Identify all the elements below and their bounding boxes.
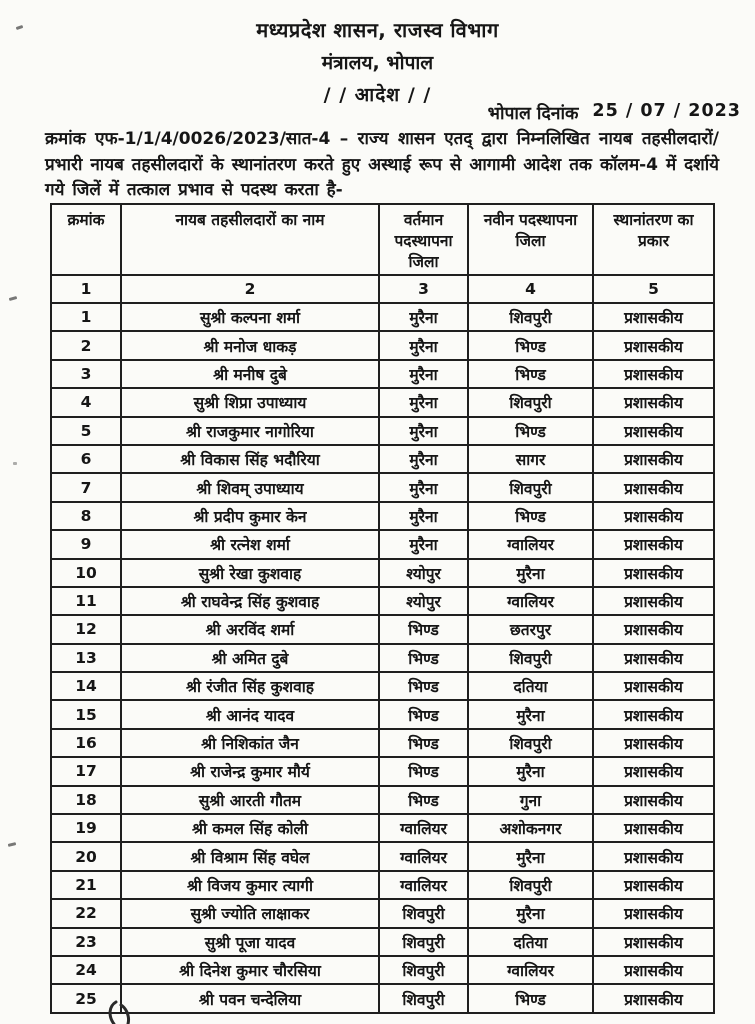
- cell-transfer-type: प्रशासकीय: [593, 388, 714, 416]
- cell-name: श्री मनीष दुबे: [121, 360, 379, 388]
- table-row: [51, 473, 714, 501]
- cell-sno: 18: [51, 786, 121, 814]
- table-row: [51, 757, 714, 785]
- table-row: [51, 871, 714, 899]
- cell-sno: 17: [51, 757, 121, 785]
- cell-transfer-type: प्रशासकीय: [593, 899, 714, 927]
- cell-sno: 24: [51, 956, 121, 984]
- table-row: [51, 530, 714, 558]
- cell-current-district: भिण्ड: [379, 729, 468, 757]
- cell-sno: 21: [51, 871, 121, 899]
- cell-sno: 7: [51, 473, 121, 501]
- column-number: 2: [121, 275, 379, 303]
- cell-transfer-type: प्रशासकीय: [593, 956, 714, 984]
- cell-new-district: भिण्ड: [468, 502, 593, 530]
- cell-current-district: मुरैना: [379, 331, 468, 359]
- column-number: 3: [379, 275, 468, 303]
- cell-name: सुश्री रेखा कुशवाह: [121, 559, 379, 587]
- cell-transfer-type: प्रशासकीय: [593, 700, 714, 728]
- cell-current-district: शिवपुरी: [379, 899, 468, 927]
- cell-name: श्री राजकुमार नागोरिया: [121, 417, 379, 445]
- cell-transfer-type: प्रशासकीय: [593, 303, 714, 331]
- cell-current-district: मुरैना: [379, 445, 468, 473]
- cell-transfer-type: प्रशासकीय: [593, 559, 714, 587]
- cell-new-district: गुना: [468, 786, 593, 814]
- cell-current-district: भिण्ड: [379, 644, 468, 672]
- scan-artifact: [9, 296, 18, 301]
- cell-transfer-type: प्रशासकीय: [593, 502, 714, 530]
- cell-new-district: मुरैना: [468, 842, 593, 870]
- cell-name: श्री प्रदीप कुमार केन: [121, 502, 379, 530]
- cell-transfer-type: प्रशासकीय: [593, 417, 714, 445]
- ministry-line: मंत्रालय, भोपाल: [321, 52, 434, 74]
- cell-new-district: मुरैना: [468, 757, 593, 785]
- cell-sno: 20: [51, 842, 121, 870]
- table-row: [51, 899, 714, 927]
- document-header: [0, 0, 755, 107]
- cell-transfer-type: प्रशासकीय: [593, 672, 714, 700]
- cell-new-district: ग्वालियर: [468, 587, 593, 615]
- cell-new-district: ग्वालियर: [468, 530, 593, 558]
- cell-sno: 10: [51, 559, 121, 587]
- cell-name: श्री मनोज धाकड़: [121, 331, 379, 359]
- cell-new-district: भिण्ड: [468, 360, 593, 388]
- cell-new-district: शिवपुरी: [468, 729, 593, 757]
- cell-new-district: मुरैना: [468, 559, 593, 587]
- cell-current-district: भिण्ड: [379, 786, 468, 814]
- cell-sno: 25: [51, 984, 121, 1012]
- cell-sno: 4: [51, 388, 121, 416]
- cell-transfer-type: प्रशासकीय: [593, 814, 714, 842]
- table-row: [51, 587, 714, 615]
- cell-transfer-type: प्रशासकीय: [593, 445, 714, 473]
- cell-name: श्री शिवम् उपाध्याय: [121, 473, 379, 501]
- cell-name: श्री विश्राम सिंह वघेल: [121, 842, 379, 870]
- cell-new-district: छतरपुर: [468, 615, 593, 643]
- table-row: [51, 615, 714, 643]
- cell-sno: 6: [51, 445, 121, 473]
- cell-name: श्री निशिकांत जैन: [121, 729, 379, 757]
- cell-transfer-type: प्रशासकीय: [593, 786, 714, 814]
- scan-artifact: [8, 842, 16, 847]
- place-date-label: भोपाल दिनांक: [487, 104, 579, 124]
- column-number: 5: [593, 275, 714, 303]
- table-row: [51, 842, 714, 870]
- cell-name: श्री अमित दुबे: [121, 644, 379, 672]
- signature-stroke-fragment: [92, 1000, 152, 1024]
- table-row: [51, 417, 714, 445]
- cell-new-district: शिवपुरी: [468, 473, 593, 501]
- table-row: [51, 700, 714, 728]
- table-row: [51, 814, 714, 842]
- cell-current-district: मुरैना: [379, 388, 468, 416]
- cell-new-district: दतिया: [468, 928, 593, 956]
- cell-name: सुश्री पूजा यादव: [121, 928, 379, 956]
- cell-name: श्री विकास सिंह भदौरिया: [121, 445, 379, 473]
- cell-sno: 5: [51, 417, 121, 445]
- table-row: [51, 303, 714, 331]
- cell-sno: 12: [51, 615, 121, 643]
- table-row: [51, 559, 714, 587]
- table-body: [51, 303, 714, 1013]
- table-row: [51, 672, 714, 700]
- cell-sno: 11: [51, 587, 121, 615]
- col-header-new-district: नवीन पदस्थापना जिला: [468, 204, 593, 275]
- col-header-transfer-type: स्थानांतरण का प्रकार: [593, 204, 714, 275]
- col-header-sno: क्रमांक: [51, 204, 121, 275]
- cell-sno: 1: [51, 303, 121, 331]
- table-row: [51, 331, 714, 359]
- cell-name: श्री दिनेश कुमार चौरसिया: [121, 956, 379, 984]
- cell-transfer-type: प्रशासकीय: [593, 473, 714, 501]
- column-number: 1: [51, 275, 121, 303]
- cell-name: श्री रत्नेश शर्मा: [121, 530, 379, 558]
- cell-sno: 2: [51, 331, 121, 359]
- cell-new-district: दतिया: [468, 672, 593, 700]
- cell-transfer-type: प्रशासकीय: [593, 871, 714, 899]
- cell-name: श्री अरविंद शर्मा: [121, 615, 379, 643]
- order-heading: / / आदेश / /: [323, 84, 432, 106]
- cell-name: श्री पवन चन्देलिया: [121, 984, 379, 1012]
- cell-current-district: मुरैना: [379, 417, 468, 445]
- cell-transfer-type: प्रशासकीय: [593, 587, 714, 615]
- col-header-name: नायब तहसीलदारों का नाम: [121, 204, 379, 275]
- table-row: [51, 956, 714, 984]
- cell-current-district: भिण्ड: [379, 615, 468, 643]
- cell-current-district: श्योपुर: [379, 559, 468, 587]
- cell-current-district: ग्वालियर: [379, 842, 468, 870]
- cell-name: सुश्री कल्पना शर्मा: [121, 303, 379, 331]
- cell-transfer-type: प्रशासकीय: [593, 928, 714, 956]
- cell-new-district: शिवपुरी: [468, 644, 593, 672]
- cell-current-district: शिवपुरी: [379, 928, 468, 956]
- column-number-row: [51, 275, 714, 303]
- cell-sno: 9: [51, 530, 121, 558]
- cell-current-district: ग्वालियर: [379, 871, 468, 899]
- table-header-row: [51, 204, 714, 275]
- cell-current-district: शिवपुरी: [379, 956, 468, 984]
- cell-current-district: मुरैना: [379, 502, 468, 530]
- cell-name: श्री राघवेन्द्र सिंह कुशवाह: [121, 587, 379, 615]
- cell-current-district: मुरैना: [379, 473, 468, 501]
- cell-current-district: भिण्ड: [379, 757, 468, 785]
- cell-transfer-type: प्रशासकीय: [593, 331, 714, 359]
- cell-sno: 3: [51, 360, 121, 388]
- cell-new-district: शिवपुरी: [468, 388, 593, 416]
- cell-new-district: भिण्ड: [468, 984, 593, 1012]
- cell-new-district: भिण्ड: [468, 417, 593, 445]
- cell-new-district: अशोकनगर: [468, 814, 593, 842]
- cell-sno: 19: [51, 814, 121, 842]
- cell-transfer-type: प्रशासकीय: [593, 842, 714, 870]
- cell-name: श्री रंजीत सिंह कुशवाह: [121, 672, 379, 700]
- table-row: [51, 729, 714, 757]
- cell-sno: 14: [51, 672, 121, 700]
- cell-name: सुश्री ज्योति लाक्षाकर: [121, 899, 379, 927]
- cell-transfer-type: प्रशासकीय: [593, 530, 714, 558]
- cell-transfer-type: प्रशासकीय: [593, 757, 714, 785]
- cell-current-district: श्योपुर: [379, 587, 468, 615]
- col-header-current-district: वर्तमान पदस्थापना जिला: [379, 204, 468, 275]
- order-intro-paragraph: क्रमांक एफ-1/1/4/0026/2023/सात-4 – राज्य शासन एतद् द्वारा निम्नलिखित नायब तहसीलदारों/प्रभारी नायब तहसीलदारों के स्थानांतरण करते हुए अस्थाई रूप से आगामी आदेश तक कॉलम-4 में दर्शाये गये जिलें में तत्काल प्रभाव से पदस्थ करता है-: [45, 129, 719, 200]
- cell-sno: 16: [51, 729, 121, 757]
- cell-transfer-type: प्रशासकीय: [593, 729, 714, 757]
- transfer-table: [50, 203, 715, 1014]
- cell-current-district: ग्वालियर: [379, 814, 468, 842]
- cell-current-district: भिण्ड: [379, 700, 468, 728]
- cell-sno: 15: [51, 700, 121, 728]
- cell-name: सुश्री शिप्रा उपाध्याय: [121, 388, 379, 416]
- cell-name: सुश्री आरती गौतम: [121, 786, 379, 814]
- cell-current-district: शिवपुरी: [379, 984, 468, 1012]
- cell-new-district: शिवपुरी: [468, 871, 593, 899]
- cell-transfer-type: प्रशासकीय: [593, 615, 714, 643]
- cell-name: श्री राजेन्द्र कुमार मौर्य: [121, 757, 379, 785]
- cell-sno: 22: [51, 899, 121, 927]
- cell-new-district: मुरैना: [468, 700, 593, 728]
- order-date: 25 / 07 / 2023: [592, 101, 741, 121]
- cell-transfer-type: प्रशासकीय: [593, 360, 714, 388]
- table-row: [51, 786, 714, 814]
- cell-new-district: मुरैना: [468, 899, 593, 927]
- scan-artifact: [13, 462, 17, 465]
- table-row: [51, 360, 714, 388]
- cell-current-district: मुरैना: [379, 360, 468, 388]
- cell-new-district: शिवपुरी: [468, 303, 593, 331]
- cell-sno: 23: [51, 928, 121, 956]
- place-date-line: [488, 101, 741, 125]
- cell-current-district: भिण्ड: [379, 672, 468, 700]
- column-number: 4: [468, 275, 593, 303]
- table-header: [51, 204, 714, 303]
- table-row: [51, 928, 714, 956]
- table-row: [51, 644, 714, 672]
- cell-new-district: ग्वालियर: [468, 956, 593, 984]
- cell-name: श्री कमल सिंह कोली: [121, 814, 379, 842]
- table-row: [51, 502, 714, 530]
- cell-transfer-type: प्रशासकीय: [593, 644, 714, 672]
- cell-sno: 13: [51, 644, 121, 672]
- cell-new-district: सागर: [468, 445, 593, 473]
- cell-current-district: मुरैना: [379, 303, 468, 331]
- cell-transfer-type: प्रशासकीय: [593, 984, 714, 1012]
- cell-sno: 8: [51, 502, 121, 530]
- cell-name: श्री आनंद यादव: [121, 700, 379, 728]
- table-row: [51, 388, 714, 416]
- cell-new-district: भिण्ड: [468, 331, 593, 359]
- org-title: मध्यप्रदेश शासन, राजस्व विभाग: [256, 18, 499, 42]
- table-row: [51, 445, 714, 473]
- cell-current-district: मुरैना: [379, 530, 468, 558]
- cell-name: श्री विजय कुमार त्यागी: [121, 871, 379, 899]
